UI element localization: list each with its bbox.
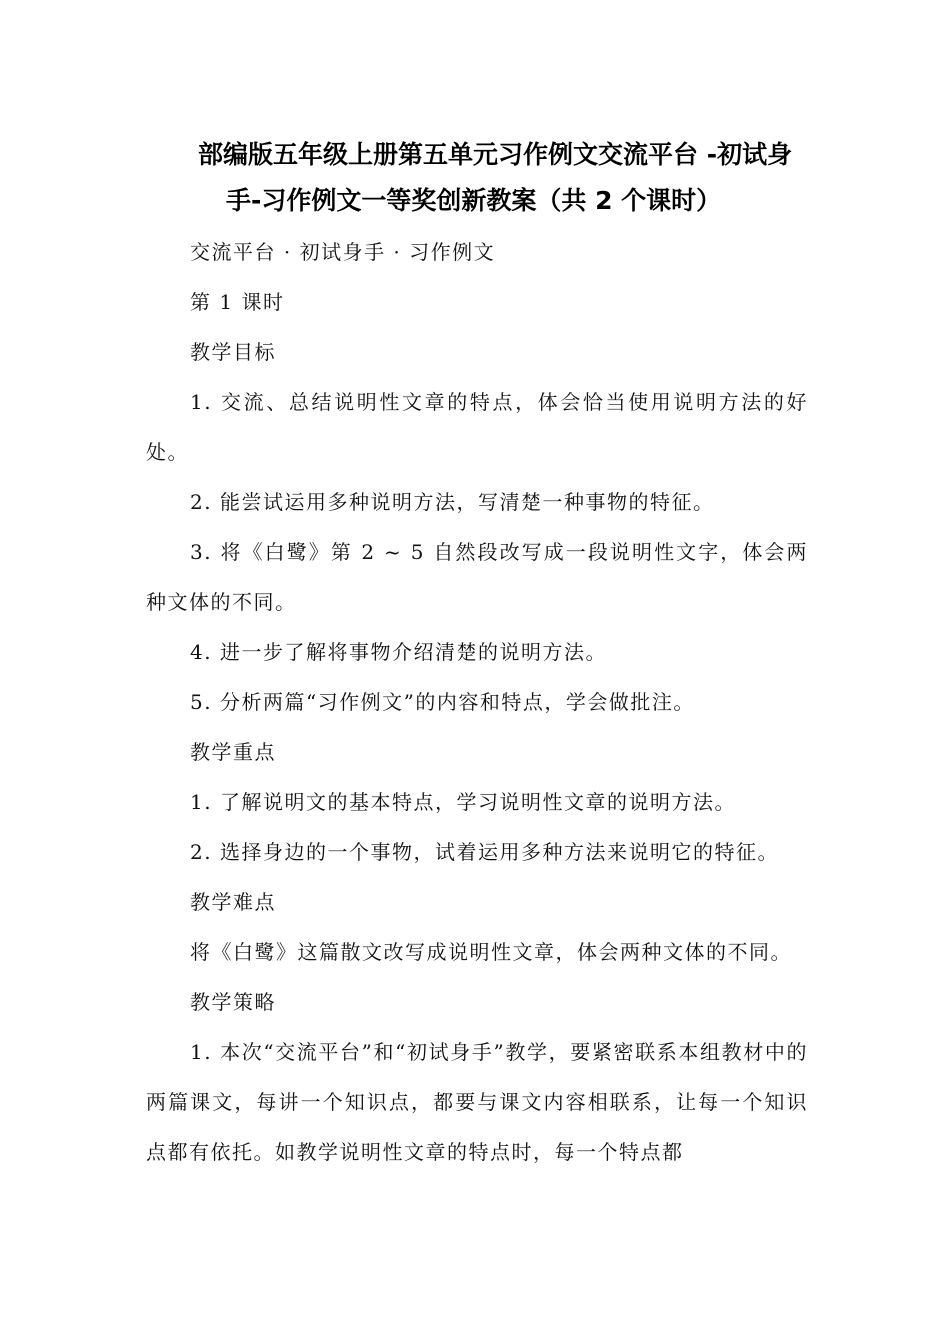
key-point-item-2: 2. 选择身边的一个事物，试着运用多种方法来说明它的特征。 — [190, 840, 779, 864]
key-point-item-1: 1. 了解说明文的基本特点，学习说明性文章的说明方法。 — [190, 790, 736, 814]
goal-item-2: 2. 能尝试运用多种说明方法，写清楚一种事物的特征。 — [190, 490, 715, 514]
heading-key-points: 教学重点 — [190, 740, 276, 764]
heading-difficulty: 教学难点 — [190, 890, 276, 914]
goal-item-4: 4. 进一步了解将事物介绍清楚的说明方法。 — [190, 640, 607, 664]
heading-teaching-goals: 教学目标 — [190, 340, 276, 364]
heading-strategy: 教学策略 — [190, 990, 276, 1014]
difficulty-item: 将《白鹭》这篇散文改写成说明性文章，体会两种文体的不同。 — [190, 940, 792, 964]
section-label: 交流平台 · 初试身手 · 习作例文 — [190, 240, 496, 264]
title-line-2: 手-习作例文一等奖创新教案（共 2 个课时） — [226, 186, 722, 215]
document-title — [150, 132, 810, 224]
goal-item-5: 5. 分析两篇“习作例文”的内容和特点，学会做批注。 — [190, 690, 695, 714]
title-line-1: 部编版五年级上册第五单元习作例文交流平台 -初试身 — [198, 140, 793, 169]
lesson-heading: 第 1 课时 — [190, 290, 285, 314]
strategy-item-1: 1. 本次“交流平台”和“初试身手”教学，要紧密联系本组教材中的两篇课文，每讲一个知识点，都要与课文内容相联系，让每一个知识点都有依托。如教学说明性文章的特点时，每一个特点都 — [146, 1040, 808, 1164]
document-body — [146, 227, 808, 1177]
goal-item-1: 1. 交流、总结说明性文章的特点，体会恰当使用说明方法的好处。 — [146, 390, 808, 464]
goal-item-3: 3. 将《白鹭》第 2 ~ 5 自然段改写成一段说明性文字，体会两种文体的不同。 — [146, 540, 808, 614]
